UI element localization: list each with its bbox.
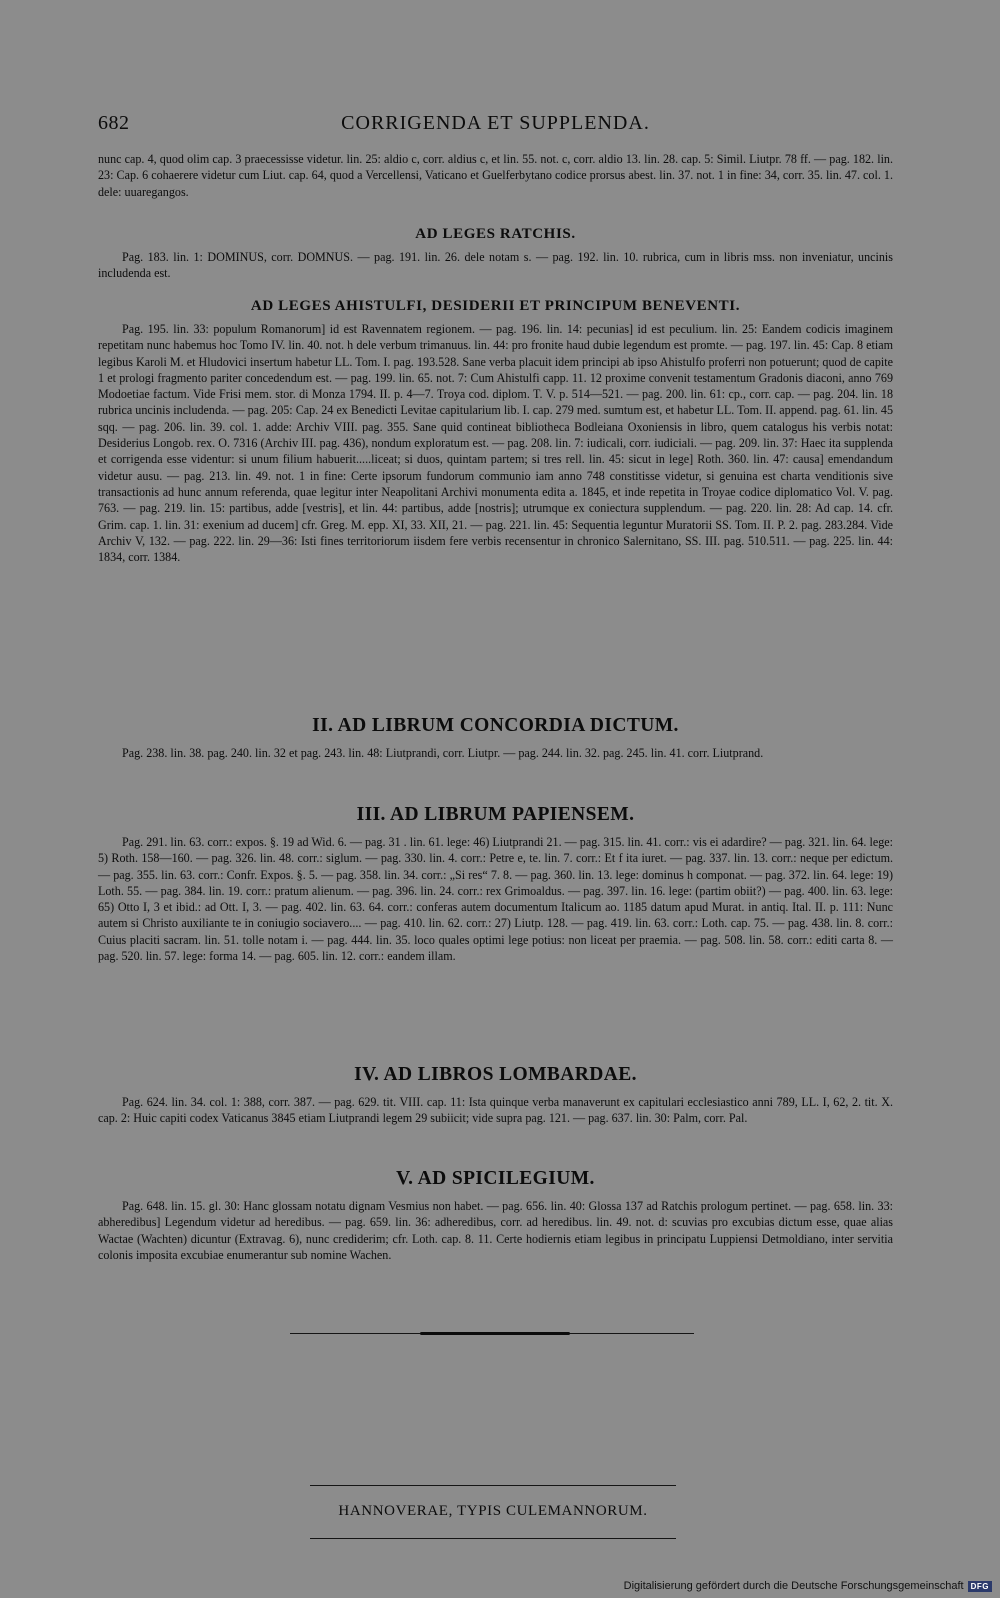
para-papiensem: Pag. 291. lin. 63. corr.: expos. §. 19 ad Wid. 6. — pag. 31 . lin. 61. lege: 46) Liutprandi 21. — pag. 315. lin. 41. corr.: vis ei adardire? — pag. 321. lin. 64. lege: 5) Roth. 158—160. — pag. 326. lin. 48. corr.: siglum. — pag. 330. lin. 4. corr.: Petre e, te. lin. 7. corr.: Et f ita iuret. — pag. 337. lin. 13. corr.: neque per edictum. — pag. 355. lin. 63. corr.: Confr. Expos. §. 5. — pag. 358. lin. 34. corr.: „Si res“ 7. 8. — pag. 360. lin. 13. lege: dominus h componat. — pag. 372. lin. 64. lege: 19) Loth. 55. — pag. 384. lin. 19. corr.: pratum alienum. — pag. 396. lin. 24. corr.: rex Grimoaldus. — pag. 397. lin. 16. lege: (partim obiit?) — pag. 400. lin. 63. lege: 65) Otto I, 3 et ibid.: ad Ott. I, 3. — pag. 402. lin. 63. 64. corr.: conferas autem documentum Italicum ao. 1185 datum apud Murat. in antiq. Ital. II. p. 111: Nunc autem si Christo auxiliante te in coniugio sociavero.... — pag. 410. lin. 62. corr.: 27) Liutp. 128. — pag. 419. lin. 63. corr.: Loth. cap. 75. — pag. 438. lin. 8. corr.: Cuius placiti sacram. lin. 51. tolle notam i. — pag. 444. lin. 35. loco quales optimi lege potius: non liceat per praemia. — pag. 508. lin. 58. corr.: editi carta 8. — pag. 520. lin. 57. lege: forma 14. — pag. 605. lin. 12. corr.: eandem illam.	[98, 835, 893, 964]
para-continuation: nunc cap. 4, quod olim cap. 3 praecessisse videtur. lin. 25: aldio c, corr. aldius c, et lin. 55. not. c, corr. aldio 13. lin. 28. cap. 5: Simil. Liutpr. 78 ff. — pag. 182. lin. 23: Cap. 6 cohaerere videtur cum Liut. cap. 64, quod a Vercellensi, Vaticano et Guelferbytano codice prorsus abest. lin. 37. not. 1 in fine: 34, corr. 35. lin. 47. col. 1. dele: uuaregangos.	[98, 152, 893, 199]
rule-swell	[420, 1332, 570, 1335]
section-heading-iv: IV. AD LIBROS LOMBARDAE.	[354, 1064, 637, 1085]
ornamental-rule	[290, 1332, 694, 1335]
imprint-text: HANNOVERAE, TYPIS CULEMANNORUM.	[338, 1503, 648, 1519]
section-heading-ii: II. AD LIBRUM CONCORDIA DICTUM.	[312, 715, 679, 736]
para-concordia: Pag. 238. lin. 38. pag. 240. lin. 32 et pag. 243. lin. 48: Liutprandi, corr. Liutpr. — pag. 244. lin. 32. pag. 245. lin. 41. corr. Liutprand.	[122, 746, 764, 760]
imprint-rule-bottom	[310, 1538, 676, 1539]
section-heading-v: V. AD SPICILEGIUM.	[396, 1168, 595, 1189]
imprint-box	[310, 1485, 676, 1541]
para-ratchis: Pag. 183. lin. 1: DOMINUS, corr. DOMNUS. — pag. 191. lin. 26. dele notam s. — pag. 192. lin. 10. rubrica, cum in libris mss. non inveniatur, uncinis includenda est.	[98, 250, 893, 281]
para-lombardae: Pag. 624. lin. 34. col. 1: 388, corr. 387. — pag. 629. tit. VIII. cap. 11: Ista quinque verba manaverunt ex capitulari ecclesiastico anni 789, LL. I, 62, 2. tit. X. cap. 2: Huic capiti codex Vaticanus 3845 etiam Liutprandi legem 29 subiicit; vide supra pag. 121. — pag. 637. lin. 30: Palm, corr. Pal.	[98, 1095, 893, 1126]
para-spicilegium: Pag. 648. lin. 15. gl. 30: Hanc glossam notatu dignam Vesmius non habet. — pag. 656. lin. 40: Glossa 137 ad Ratchis prologum pertinet. — pag. 658. lin. 33: abheredibus] Legendum videtur ad heredibus. — pag. 659. lin. 36: adheredibus, corr. ad heredibus. lin. 49. not. d: scuvias pro excubias dictum esse, quae alias Wactae (Wachten) dicuntur (Extravag. 6), nunc crediderim; cfr. Loth. cap. 8. 11. Certe hodiernis etiam legibus in principatu Luppiensi Detmoldiano, inter servitia colonis imposita excubiae enumerantur sub nomine Wachen.	[98, 1199, 893, 1262]
section-heading-iii: III. AD LIBRUM PAPIENSEM.	[356, 804, 635, 825]
imprint-rule-top	[310, 1485, 676, 1486]
running-title: CORRIGENDA ET SUPPLENDA.	[341, 112, 650, 134]
digitization-footer	[624, 1578, 992, 1594]
heading-ratchis: AD LEGES RATCHIS.	[415, 226, 576, 242]
para-ahistulfi: Pag. 195. lin. 33: populum Romanorum] id est Ravennatem regionem. — pag. 196. lin. 14: pecunias] id est peculium. lin. 25: Eandem codicis imaginem repetitam nunc habemus hoc Tomo IV. lin. 40. not. h dele verbum trimanuus. lin. 44: pro fronite haud dubie legendum est promte. — pag. 197. lin. 45: Cap. 8 etiam legibus Karoli M. et Hludovici insertum habetur LL. Tom. I. pag. 193.528. Sane verba placuit idem principi ab ipso Ahistulfo proferri non potuerunt; quod de capite 1 et prologi fragmento pariter concedendum est. — pag. 199. lin. 65. not. 7: Cum Ahistulfi capp. 11. 12 proxime convenit testamentum Gradonis diaconi, anno 769 Modoetiae factum. Vide Frisi mem. stor. di Monza 1794. II. p. 4—7. Troya cod. diplom. T. V. p. 514—521. — pag. 200. lin. 61: cp., corr. cap. — pag. 204. lin. 18 rubrica uncinis includenda. — pag. 205: Cap. 24 ex Benedicti Levitae capitularium lib. I. cap. 279 med. sumtum est, et habetur LL. Tom. II. append. pag. 61. lin. 45 sqq. — pag. 206. lin. 39. col. 1. adde: Archiv VIII. pag. 355. Sane quid contineat bibliotheca Bodleiana Oxoniensis in libro, quem catalogus his verbis notat: Desiderius Longob. rex. O. 7316 (Archiv III. pag. 436), nondum exploratum est. — pag. 208. lin. 7: iudicali, corr. iudiciali. — pag. 209. lin. 37: Haec ita supplenda et corrigenda esse videntur: si unum filium habuerit.....liceat; si duos, quintam partem; si tres rell. lin. 45: sicut in lege] Roth. 360. lin. 47: causa] emendandum videtur ausu. — pag. 213. lin. 49. not. 1 in fine: Certe ipsorum fundorum communio iam anno 748 constitisse videtur, si genuina est charta venditionis sive transactionis ad hunc annum referenda, quae legitur inter Neapolitani Archivi monumenta edita a. 1845, et inde repetita in Troyae codice diplomatico Vol. V. pag. 763. — pag. 219. lin. 15: partibus, adde [vestris], et lin. 44: partibus, adde [nostris]; utrumque ex coniectura supplendum. — pag. 220. lin. 28: Ad cap. 14. cfr. Grim. cap. 1. lin. 31: exenium ad ducem] cfr. Greg. M. epp. XI, 33. XII, 21. — pag. 221. lin. 45: Sequentia leguntur Muratorii SS. Tom. II. P. 2. pag. 283.284. Vide Archiv V, 132. — pag. 222. lin. 29—36: Isti fines territoriorum iisdem fere verbis recensentur in chronico Salernitano, SS. III. pag. 510.511. — pag. 225. lin. 44: 1834, corr. 1384.	[98, 322, 893, 565]
footer-credit: Digitalisierung gefördert durch die Deutsche Forschungsgemeinschaft	[623, 1580, 964, 1592]
heading-ahistulfi: AD LEGES AHISTULFI, DESIDERII ET PRINCIPUM BENEVENTI.	[250, 298, 741, 314]
page-header	[98, 112, 893, 142]
page-number: 682	[98, 112, 130, 134]
document-page	[98, 0, 893, 1598]
dfg-logo: DFG	[968, 1581, 992, 1592]
